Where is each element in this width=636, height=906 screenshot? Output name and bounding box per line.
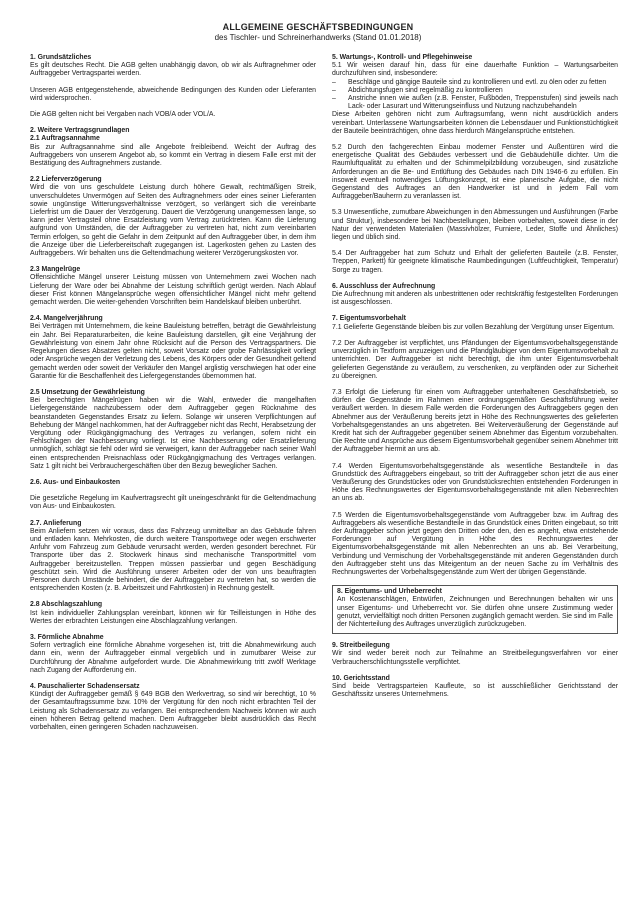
- bullet-dash-icon: –: [332, 95, 336, 103]
- section-heading: 2.4. Mangelverjährung: [30, 315, 103, 323]
- section: [30, 683, 316, 732]
- paragraph: 5.3 Unwesentliche, zumutbare Abweichungen in den Abmessungen und Ausführungen (Farbe und Struktur), insbesondere bei Nachbestellungen, bleiben vorbehalten, soweit diese in der Natur der verwendeten Materialien (Massivhölzer, Furniere, Leder, Stoffe und Ähnliches) liegen und üblich sind.: [332, 209, 618, 242]
- paragraph: Es gilt deutsches Recht. Die AGB gelten unabhängig davon, ob wir als Auftragnehmer oder Auftraggeber Vertragspartei werden.: [30, 62, 316, 78]
- section: [30, 266, 316, 307]
- paragraph: Bei Verträgen mit Unternehmern, die keine Bauleistung betreffen, beträgt die Gewährleistung ein Jahr. Bei Reparaturarbeiten, die keine Bauleistung darstellen, gilt eine Verjährung der Gewährleistung von einem Jahr ohne Rücksicht auf die Person des Vertragspartners. Die Regelungen dieses Absatzes gelten nicht, soweit Vorsatz oder grobe Fahrlässigkeit vorliegt oder Ansprüche wegen der Verletzung des Lebens, des Körpers oder der Gesundheit geltend gemacht werden oder soweit der Verkäufer den Mangel arglistig verschwiegen hat oder eine Garantie für die Beschaffenheit des Liefergegenstandes übernommen hat.: [30, 323, 316, 380]
- section: [30, 315, 316, 381]
- paragraph: Unseren AGB entgegenstehende, abweichende Bedingungen des Kunden oder Lieferanten wird widersprochen.: [30, 86, 316, 102]
- section: [30, 520, 316, 594]
- bullet-dash-icon: –: [332, 78, 336, 86]
- paragraph: Offensichtliche Mängel unserer Leistung müssen von Unternehmern zwei Wochen nach Lieferung der Ware oder bei Abnahme der Leistung schriftlich gerügt werden. Nach Ablauf dieser Frist können Mängelansprüche wegen offensichtlicher Mängel nicht mehr geltend gemacht werden. Die weiter-gehenden Vorschriften beim Handelskauf bleiben unberührt.: [30, 274, 316, 307]
- section-heading: 3. Förmliche Abnahme: [30, 633, 104, 641]
- section: [332, 209, 618, 242]
- bullet-item: [332, 95, 618, 111]
- paragraph: Bei berechtigten Mängelrügen haben wir die Wahl, entweder die mangelhaften Liefergegenstände nachzubessern oder dem Auftraggeber gegen Rücknahme des beanstandeten Gegenstandes Ersatz zu liefern. Solange wir unseren Verpflichtungen auf Behebung der Mängel nachkommen, hat der Auftraggeber nicht das Recht, Herabsetzung der Vergütung oder Rückgängigmachung des Vertrages zu verlangen, sofern nicht ein Fehlschlagen der Nachbesserung vorliegt. Ist eine Nachbesserung oder Ersatzlieferung unmöglich, schlägt sie fehl oder wird sie verweigert, kann der Auftraggeber nach seiner Wahl einen entsprechenden Preisnachlass oder Rückgängigmachung des Vertrages verlangen. Satz 1 gilt nicht bei Verbrauchergeschäften über den Bezug beweglicher Sachen.: [30, 397, 316, 470]
- paragraph: An Kostenanschlägen, Entwürfen, Zeichnungen und Berechnungen behalten wir uns unser Eigentums- und Urheberrecht vor. Sie dürfen ohne unsere Zustimmung weder genutzt, vervielfältigt noch dritten Personen zugänglich gemacht werden. Sie sind im Falle der Nichterteilung des Auftrages unverzüglich zurückzugeben.: [337, 596, 613, 628]
- section: [30, 135, 316, 168]
- paragraph: 7.4 Werden Eigentumsvorbehaltsgegenstände als wesentliche Bestandteile in das Grundstück des Auftraggebers eingebaut, so tritt der Auftraggeber schon jetzt die aus einer Veräußerung des Grundstückes oder von Grundstücksrechten entstehenden Forderungen in Höhe des Rechnungswertes der Eigentumsvorbehaltsgegenstände mit allen Nebenrechten an uns ab.: [332, 462, 618, 503]
- section: [332, 642, 618, 667]
- paragraph: 5.4 Der Auftraggeber hat zum Schutz und Erhalt der gelieferten Bauteile (z.B. Fenster, Treppen, Parkett) für geeignete klimatische Raumbedingungen (Luftfeuchtigkeit, Temperatur) Sorge zu tragen.: [332, 250, 618, 274]
- paragraph: Wir sind weder bereit noch zur Teilnahme an Streitbeilegungsverfahren vor einer Verbraucherschlichtungsstelle verpflichtet.: [332, 650, 618, 666]
- left-column: [30, 54, 316, 732]
- section-heading: 1. Grundsätzliches: [30, 54, 92, 61]
- section: [332, 675, 618, 700]
- section: [332, 340, 618, 381]
- bullet-dash-icon: –: [332, 86, 336, 94]
- right-column: [332, 54, 618, 732]
- section: [332, 144, 618, 201]
- paragraph: 7.2 Der Auftraggeber ist verpflichtet, uns Pfändungen der Eigentumsvorbehaltsgegenstände unverzüglich in Textform anzuzeigen und die Pfandgläubiger von dem Eigentumsvorbehalt zu unterrichten. Der Auftraggeber ist nicht berechtigt, die ihm unter Eigentumsvorbehalt gelieferten Gegenstände zu veräußern, zu verschenken, zu verpfänden oder zur Sicherheit zu übereignen.: [332, 339, 618, 380]
- section-heading: 6. Ausschluss der Aufrechnung: [332, 282, 436, 290]
- paragraph: Beim Anliefern setzen wir voraus, dass das Fahrzeug unmittelbar an das Gebäude fahren und entladen kann. Mehrkosten, die durch weitere Transportwege oder wegen erschwerter Anfuhr vom Fahrzeug zum Gebäude verursacht werden, werden gesondert berechnet. Für Transporte über das 2. Stockwerk hinaus sind mechanische Transportmittel vom Auftraggeber bereitzustellen. Treppen müssen passierbar und gegen Beschädigung geschützt sein. Wird die Ausführung unserer Arbeiten oder der von uns beauftragten Personen durch Umstände behindert, die der Auftraggeber zu vertreten hat, so werden die entsprechenden Kosten (z. B. Arbeitszeit und Fahrtkosten) in Rechnung gestellt.: [30, 527, 316, 593]
- section: [30, 127, 316, 135]
- section: [332, 585, 618, 634]
- bullet-item: [332, 79, 618, 87]
- document-header: [0, 0, 636, 42]
- two-column-body: [0, 42, 636, 732]
- section-heading: 2.2 Lieferverzögerung: [30, 176, 102, 184]
- section: [332, 512, 618, 578]
- section: [30, 176, 316, 258]
- section-heading: 4. Pauschalierter Schadensersatz: [30, 683, 140, 690]
- bullet-text: Anstriche innen wie außen (z.B. Fenster, Fußböden, Treppenstufen) sind jeweils nach Lack- oder Lasurart und Witterungseinfluss und Nutzung nachzubehandeln: [348, 95, 618, 111]
- section-heading: 2.5 Umsetzung der Gewährleistung: [30, 388, 145, 396]
- section-heading: 5. Wartungs-, Kontroll- und Pflegehinweise: [332, 54, 473, 61]
- bullet-text: Beschläge und gängige Bauteile sind zu kontrollieren und evtl. zu ölen oder zu fetten: [348, 78, 607, 86]
- paragraph: Die Aufrechnung mit anderen als unbestrittenen oder rechtskräftig festgestellten Forderungen ist ausgeschlossen.: [332, 291, 618, 307]
- section: [30, 389, 316, 471]
- paragraph: 7.1 Gelieferte Gegenstände bleiben bis zur vollen Bezahlung der Vergütung unser Eigentum.: [332, 323, 615, 331]
- section: [332, 54, 618, 136]
- paragraph: Bis zur Auftragsannahme sind alle Angebote freibleibend. Weicht der Auftrag des Auftraggebers von unserem Angebot ab, so kommt ein Vertrag in diesem Falle erst mit der Bestätigung des Auftragnehmers zustande.: [30, 143, 316, 168]
- section-heading: 7. Eigentumsvorbehalt: [332, 315, 406, 323]
- section-heading: 2. Weitere Vertragsgrundlagen: [30, 127, 130, 135]
- section-heading: 9. Streitbeilegung: [332, 642, 390, 650]
- paragraph: Wird die von uns geschuldete Leistung durch höhere Gewalt, rechtmäßigen Streik, unverschuldetes Unvermögen auf Seiten des Auftragnehmers oder eines seiner Lieferanten sowie ungünstige Witterungsverhältnisse verzögert, so verlängert sich die vereinbarte Lieferfrist um die Dauer der Verzögerung. Dauert die Verzögerung unangemessen lange, so kann jeder Vertragsteil ohne Ersatzleistung vom Vertrag zurücktreten. Kann die Lieferung aufgrund von Umständen, die der Auftraggeber zu vertreten hat, nicht zum vereinbarten Termin erfolgen, so geht die Gefahr in dem Zeitpunkt auf den Auftraggeber über, in dem ihm die Anzeige über die Lieferbereitschaft zugegangen ist. Lagerkosten gehen zu Lasten des Auftraggebers. Wir behalten uns die Geltendmachung weiterer Verzögerungskosten vor.: [30, 184, 316, 258]
- document-title: ALLGEMEINE GESCHÄFTSBEDINGUNGEN: [222, 22, 414, 32]
- paragraph: Kündigt der Auftraggeber gemäß § 649 BGB den Werkvertrag, so sind wir berechtigt, 10 % der Gesamtauftragssumme bzw. 10% der Vergütung für den noch nicht erbrachten Teil der Leistung als Schadensersatz zu verlangen. Bei entsprechendem Nachweis können wir auch einen höheren Betrag geltend machen. Dem Auftraggeber bleibt ausdrücklich das Recht vorbehalten, einen geringeren Schaden nachzuweisen.: [30, 691, 316, 732]
- paragraph: 7.5 Werden die Eigentumsvorbehaltsgegenstände vom Auftraggeber bzw. im Auftrag des Auftraggebers als wesentliche Bestandteile in das Grundstück eines Dritten eingebaut, so tritt der Auftraggeber schon jetzt gegen den Dritten oder den, den es angeht, etwa entstehende Forderungen auf Vergütung in Höhe des Rechnungswertes der Eigentumsvorbehaltsgegenstände mit allen Nebenrechten an uns ab. Bei Verarbeitung, Verbindung und Vermischung der Vorbehaltsgegenstände mit anderen Gegenständen durch den Auftraggeber steht uns das Miteigentum an der neuen Sache zu im Verhältnis des Rechnungswertes der Vorbehaltsgegenstände zum Wert der übrigen Gegenstände.: [332, 511, 618, 576]
- paragraph: 5.2 Durch den fachgerechten Einbau moderner Fenster und Außentüren wird die energetische Qualität des Gebäudes verbessert und die Gebäudehülle dichter. Um die Raumluftqualität zu erhalten und der Schimmelpilzbildung vorzubeugen, sind zusätzliche Anforderungen an die Be- und Entlüftung des Gebäudes nach DIN 1946-6 zu erfüllen. Ein insoweit eventuell notwendiges Lüftungskonzept, ist eine planerische Aufgabe, die nicht Gegenstand des Auftrages an den Handwerker ist und in jedem Fall vom Auftraggeber/Bauherrn zu veranlassen ist.: [332, 144, 618, 201]
- section-heading: 10. Gerichtsstand: [332, 674, 390, 682]
- section: [30, 601, 316, 626]
- paragraph: Ist kein individueller Zahlungsplan vereinbart, können wir für Teilleistungen in Höhe des Wertes der erbrachten Leistungen eine Abschlagzahlung verlangen.: [30, 609, 316, 625]
- paragraph: 5.1 Wir weisen darauf hin, dass für eine dauerhafte Funktion – Wartungsarbeiten durchzuführen sind, insbesondere:: [332, 62, 618, 78]
- section-heading: 2.6. Aus- und Einbaukosten: [30, 478, 121, 486]
- section: [332, 250, 618, 275]
- bullet-text: Abdichtungsfugen sind regelmäßig zu kontrollieren: [348, 86, 503, 94]
- section: [30, 54, 316, 119]
- section-heading: 8. Eigentums- und Urheberrecht: [337, 588, 442, 596]
- paragraph: Sind beide Vertragsparteien Kaufleute, so ist ausschließlicher Gerichtsstand der Geschäftssitz unseres Unternehmens.: [332, 683, 618, 699]
- paragraph: 7.3 Erfolgt die Lieferung für einen vom Auftraggeber unterhaltenen Geschäftsbetrieb, so dürfen die Gegenstände im Rahmen einer ordnungsgemäßen Geschäftsführung weiter veräußert werden. In diesem Falle werden die Forderungen des Auftraggebers gegen den Abnehmer aus der Veräußerung bereits jetzt in Höhe des Rechnungswertes des gelieferten Vorbehaltsgegenstandes an uns abgetreten. Bei Weiterveräußerung der Gegenstände auf Kredit hat sich der Auftraggeber gegenüber seinem Abnehmer das Eigentum vorzubehalten. Die Rechte und Ansprüche aus diesem Eigentumsvorbehalt gegenüber seinem Abnehmer tritt der Auftraggeber hiermit an uns ab.: [332, 388, 618, 454]
- paragraph: Sofern vertraglich eine förmliche Abnahme vorgesehen ist, tritt die Abnahmewirkung auch dann ein, wenn der Auftraggeber einmal vergeblich und in zumutbarer Weise zur Durchführung der Abnahme aufgefordert wurde. Die Abnahmewirkung tritt zwölf Werktage nach Zugang der Aufforderung ein.: [30, 642, 316, 674]
- bullet-item: [332, 87, 618, 95]
- section-heading: 2.3 Mangelrüge: [30, 266, 81, 274]
- paragraph: Die gesetzliche Regelung im Kaufvertragsrecht gilt uneingeschränkt für die Geltendmachung von Aus- und Einbaukosten.: [30, 495, 316, 511]
- section: [30, 479, 316, 512]
- section-heading: 2.1 Auftragsannahme: [30, 135, 100, 143]
- section-heading: 2.7. Anlieferung: [30, 519, 82, 527]
- document-subtitle: des Tischler- und Schreinerhandwerks (Stand 01.01.2018): [214, 33, 422, 42]
- section: [332, 463, 618, 504]
- section: [332, 389, 618, 455]
- paragraph: Die AGB gelten nicht bei Vergaben nach VOB/A oder VOL/A.: [30, 111, 216, 119]
- section: [332, 283, 618, 308]
- paragraph: Diese Arbeiten gehören nicht zum Auftragsumfang, wenn nicht ausdrücklich anders vereinbart. Unterlassene Wartungsarbeiten können die Lebensdauer und Funktionstüchtigkeit der Bauteile beeinträchtigen, ohne dass hierdurch Mängelansprüche entstehen.: [332, 111, 618, 135]
- section-heading: 2.8 Abschlagszahlung: [30, 601, 103, 609]
- section: [30, 634, 316, 675]
- section: [332, 315, 618, 331]
